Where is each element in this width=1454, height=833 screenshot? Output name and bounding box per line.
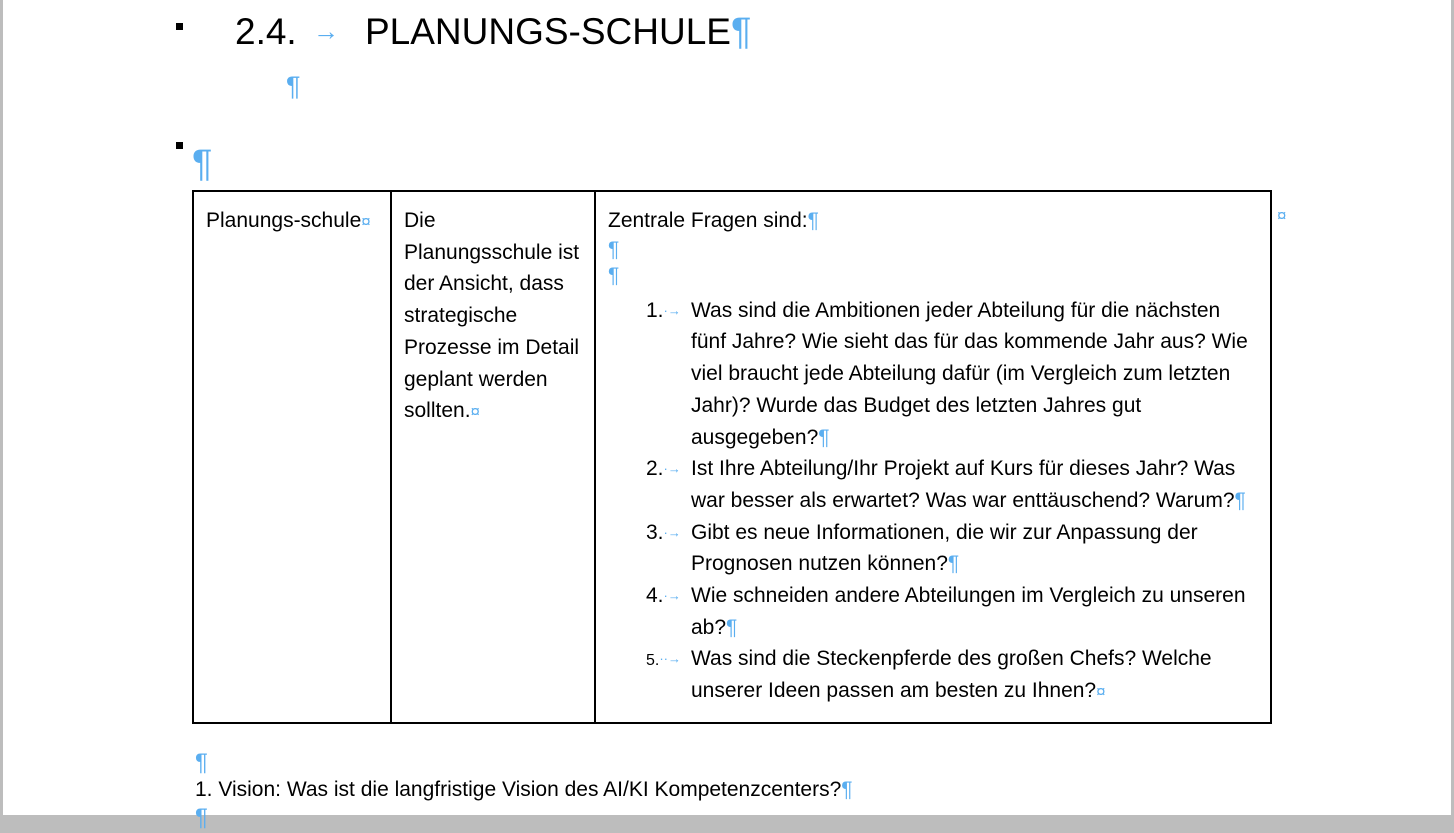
cell-end-mark: ¤ <box>470 402 481 422</box>
list-item[interactable]: 5.··→ Was sind die Steckenpferde des großen Chefs? Welche unserer Ideen passen am besten zu Ihnen?¤ <box>646 647 1212 703</box>
pilcrow-icon: ¶ <box>730 11 752 53</box>
tab-arrow-icon: → <box>313 16 339 46</box>
list-number: 3. <box>646 520 664 544</box>
question-text: Was sind die Steckenpferde des großen Chefs? Welche unserer Ideen passen am besten zu Ihnen? <box>691 647 1212 703</box>
list-item[interactable]: 3.·→ Gibt es neue Informationen, die wir zur Anpassung der Prognosen nutzen können?¶ <box>646 520 1198 576</box>
list-item[interactable]: 1.·→ Was sind die Ambitionen jeder Abteilung für die nächsten fünf Jahre? Wie sieht das für das kommende Jahr aus? Wie viel braucht jede Abteilung dafür (im Vergleich zum letzten Jahr)? Wurde das Budget des letzten Jahres gut ausgegeben?¶ <box>646 298 1248 449</box>
heading-title: PLANUNGS-SCHULE <box>365 11 731 52</box>
list-number: 1. <box>646 298 664 322</box>
table-row <box>193 191 1271 723</box>
empty-paragraph-mark[interactable]: ¶ <box>192 143 213 185</box>
list-bullet-marker <box>176 23 183 30</box>
empty-paragraph-mark[interactable]: ¶ <box>195 749 208 776</box>
question-text: Ist Ihre Abteilung/Ihr Projekt auf Kurs für dieses Jahr? Was war besser als erwartet? Was war enttäuschend? Warum? <box>691 457 1236 512</box>
list-number: 2. <box>646 457 664 481</box>
question-text: Gibt es neue Informationen, die wir zur Anpassung der Prognosen nutzen können? <box>691 520 1198 576</box>
list-bullet-marker <box>176 142 183 149</box>
document-page <box>3 0 1451 831</box>
pilcrow-icon: ¶ <box>807 209 819 232</box>
list-number: 5. <box>646 652 660 670</box>
list-item[interactable]: 2.·→ Ist Ihre Abteilung/Ihr Projekt auf Kurs für dieses Jahr? Was war besser als erwartet? Was war enttäuschend? Warum?¶ <box>646 457 1246 512</box>
empty-paragraph-mark[interactable]: ¶ <box>195 804 208 831</box>
school-description: Die Planungsschule ist der Ansicht, dass strategische Prozesse im Detail geplant werden sollten. <box>404 209 580 423</box>
questions-list <box>608 295 1258 708</box>
cell-end-mark: ¤ <box>361 212 371 231</box>
list-number: 4. <box>646 584 664 608</box>
planning-school-table[interactable] <box>192 190 1272 724</box>
question-text: Was sind die Ambitionen jeder Abteilung für die nächsten fünf Jahre? Wie sieht das für das kommende Jahr aus? Wie viel braucht jede Abteilung dafür (im Vergleich zum letzten Jahr)? Wurde das Budget des letzten Jahres gut ausgegeben? <box>691 298 1248 449</box>
table-cell-description[interactable] <box>391 191 595 723</box>
list-item[interactable]: 4.·→ Wie schneiden andere Abteilungen im Vergleich zu unseren ab?¶ <box>646 584 1246 639</box>
vision-paragraph[interactable] <box>195 775 853 805</box>
cell-end-mark: ¤ <box>1096 682 1106 702</box>
school-name: Planungs-schule <box>206 209 362 232</box>
table-cell-questions[interactable] <box>595 191 1271 723</box>
section-heading[interactable] <box>235 10 751 57</box>
questions-intro: Zentrale Fragen sind: <box>608 209 808 232</box>
table-cell-school[interactable] <box>193 191 391 723</box>
pilcrow-icon: ¶ <box>841 778 853 801</box>
vision-text: 1. Vision: Was ist die langfristige Vision des AI/KI Kompetenzcenters? <box>195 778 842 801</box>
question-text: Wie schneiden andere Abteilungen im Vergleich zu unseren ab? <box>691 584 1246 639</box>
row-end-mark: ¤ <box>1277 206 1287 225</box>
heading-number: 2.4. <box>235 11 297 52</box>
empty-paragraph-mark[interactable]: ¶ <box>286 71 301 101</box>
empty-paragraph-mark: ¶ <box>608 237 620 261</box>
empty-paragraph-mark: ¶ <box>608 263 620 287</box>
